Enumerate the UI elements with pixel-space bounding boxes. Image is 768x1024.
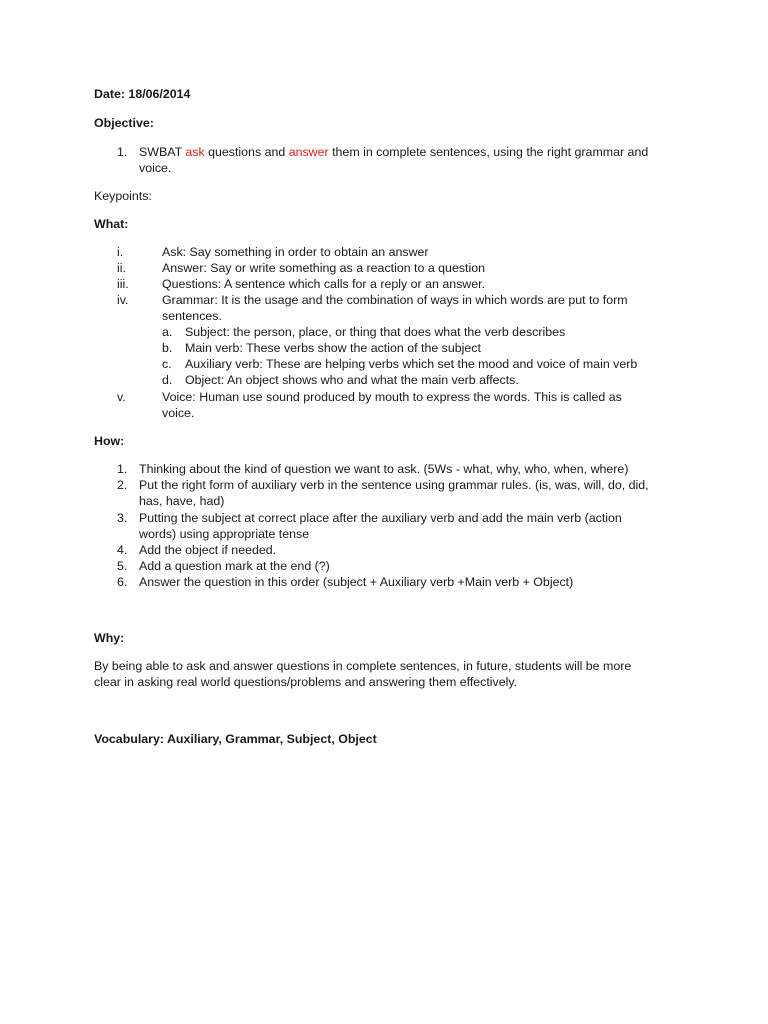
- why-text: By being able to ask and answer questions in complete sentences, in future, students will be more: [94, 659, 632, 673]
- what-item-text-cont: voice.: [162, 406, 195, 420]
- how-heading: How:: [94, 434, 125, 448]
- what-subitem-num: a.: [162, 325, 173, 339]
- what-item-num: i.: [117, 245, 124, 259]
- what-item-num: ii.: [117, 261, 126, 275]
- how-item-text: Add a question mark at the end (?): [139, 559, 330, 573]
- what-subitem-text: Object: An object shows who and what the main verb affects.: [185, 373, 519, 387]
- date-line: Date: 18/06/2014: [94, 87, 191, 101]
- how-item-text: Answer the question in this order (subject + Auxiliary verb +Main verb + Object): [139, 575, 574, 589]
- objective-heading: Objective:: [94, 116, 154, 130]
- why-text-cont: clear in asking real world questions/problems and answering them effectively.: [94, 675, 518, 689]
- what-item-text: Voice: Human use sound produced by mouth to express the words. This is called as: [162, 390, 622, 404]
- what-subitem-text: Auxiliary verb: These are helping verbs which set the mood and voice of main verb: [185, 357, 638, 371]
- how-item-num: 4.: [117, 543, 128, 557]
- answer-highlight: answer: [288, 145, 329, 159]
- vocabulary-line: Vocabulary: Auxiliary, Grammar, Subject, Object: [94, 732, 377, 746]
- what-heading: What:: [94, 217, 129, 231]
- what-item-text: Ask: Say something in order to obtain an answer: [162, 245, 429, 259]
- ask-highlight: ask: [185, 145, 205, 159]
- how-item-num: 5.: [117, 559, 128, 573]
- how-item-text-cont: has, have, had): [139, 494, 225, 508]
- how-item-num: 2.: [117, 478, 128, 492]
- how-item-num: 1.: [117, 462, 128, 476]
- how-item-text: Put the right form of auxiliary verb in the sentence using grammar rules. (is, was, will, do, did,: [139, 478, 649, 492]
- what-item-text-cont: sentences.: [162, 309, 222, 323]
- what-subitem-text: Subject: the person, place, or thing that does what the verb describes: [185, 325, 566, 339]
- how-item-text: Add the object if needed.: [139, 543, 277, 557]
- what-subitem-text: Main verb: These verbs show the action of the subject: [185, 341, 481, 355]
- how-item-text: Putting the subject at correct place after the auxiliary verb and add the main verb (action: [139, 511, 622, 525]
- what-subitem-num: c.: [162, 357, 172, 371]
- how-item-text-cont: words) using appropriate tense: [139, 527, 310, 541]
- what-item-text: Grammar: It is the usage and the combination of ways in which words are put to form: [162, 293, 628, 307]
- what-subitem-num: b.: [162, 341, 173, 355]
- objective-text: SWBAT ask questions and answer them in complete sentences, using the right grammar and: [139, 145, 649, 159]
- how-item-num: 6.: [117, 575, 128, 589]
- objective-number: 1.: [117, 145, 128, 159]
- what-subitem-num: d.: [162, 373, 173, 387]
- why-heading: Why:: [94, 631, 125, 645]
- what-item-num: iii.: [117, 277, 129, 291]
- how-item-text: Thinking about the kind of question we want to ask. (5Ws - what, why, who, when, where): [139, 462, 629, 476]
- what-item-num: v.: [117, 390, 126, 404]
- what-item-num: iv.: [117, 293, 129, 307]
- keypoints-heading: Keypoints:: [94, 189, 152, 203]
- what-item-text: Answer: Say or write something as a reaction to a question: [162, 261, 486, 275]
- objective-text-cont: voice.: [139, 161, 172, 175]
- what-item-text: Questions: A sentence which calls for a reply or an answer.: [162, 277, 486, 291]
- how-item-num: 3.: [117, 511, 128, 525]
